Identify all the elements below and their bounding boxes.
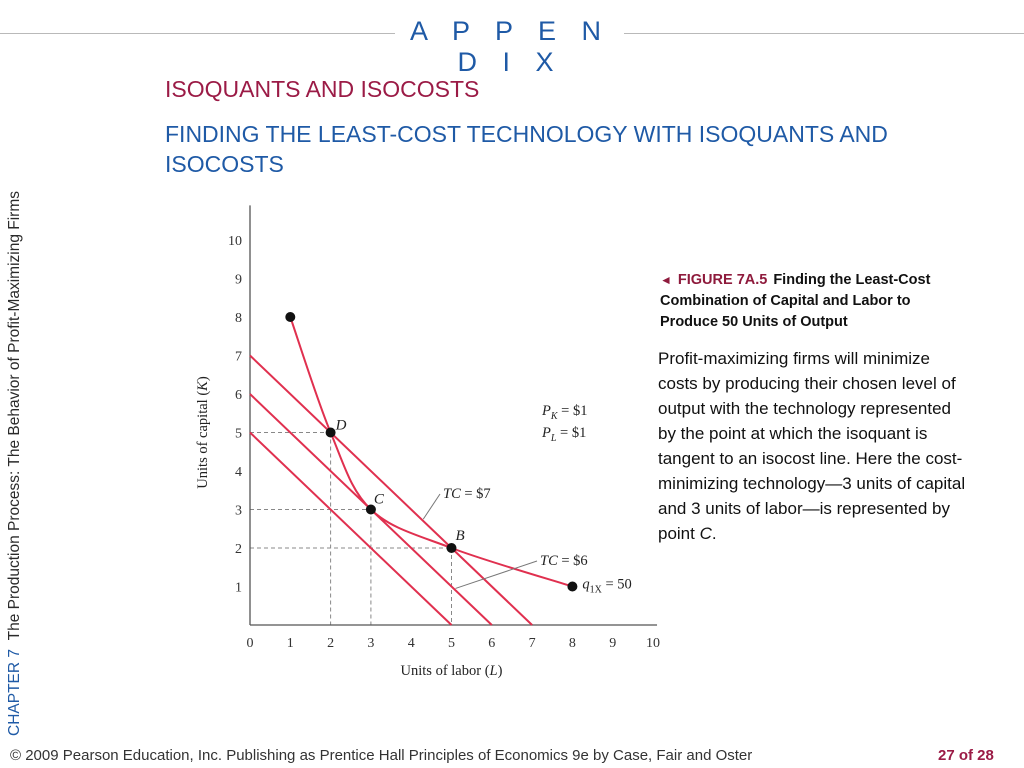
caption-arrow-icon: ◄	[660, 273, 672, 287]
header-rule-left	[0, 33, 395, 34]
header-rule-right	[624, 33, 1024, 34]
isoquant-curve	[290, 317, 572, 587]
y-tick-label: 1	[235, 580, 242, 596]
caption-point-label: C	[699, 524, 712, 543]
x-tick-label: 3	[367, 636, 375, 651]
caption-body-end: .	[711, 524, 717, 543]
isoquant-endpoint	[567, 582, 577, 592]
caption-body-text: Profit-maximizing firms will minimize costs by producing their chosen level of output with the technology represented by the point at which the isoquant is tangent to an isocost line. Here the cost-minimizing technology—3 units of capital and 3 units of labor—is represented by point	[658, 349, 966, 543]
x-tick-label: 1	[286, 636, 294, 651]
x-tick-label: 9	[609, 636, 617, 651]
isoquant-chart	[180, 205, 670, 695]
appendix-title: A P P E N D I X	[409, 16, 611, 77]
tc-leader-line	[456, 561, 537, 588]
figure-caption-heading	[660, 270, 965, 333]
y-axis-title: Units of capital (K)	[195, 376, 211, 489]
chapter-title: The Production Process: The Behavior of Profit-Maximizing Firms	[6, 191, 23, 641]
y-tick-label: 2	[235, 542, 242, 557]
x-tick-label: 2	[327, 636, 335, 651]
x-tick-label: 7	[528, 636, 536, 651]
x-tick-label: 8	[568, 636, 576, 651]
y-tick-label: 4	[235, 465, 242, 480]
slide-subheading: FINDING THE LEAST-COST TECHNOLOGY WITH ISOQUANTS AND ISOCOSTS	[165, 121, 888, 177]
y-tick-label: 8	[235, 311, 242, 326]
isocost-label: TC = $6	[540, 553, 588, 569]
isoquant-label: $q_{1X} = 50$	[582, 576, 632, 596]
y-tick-label: 5	[235, 426, 242, 442]
y-tick-label: 9	[235, 272, 242, 288]
point-label-b: B	[455, 528, 465, 544]
isocost-line	[250, 433, 452, 626]
y-tick-label: 10	[228, 234, 242, 249]
x-axis-title: Units of labor (L)	[400, 663, 503, 679]
price-label-labor: $P_L$ = $1	[542, 425, 587, 444]
point-b	[447, 543, 457, 553]
isocost-label: TC = $7	[443, 486, 491, 502]
page-number: 27 of 28	[938, 747, 994, 764]
chapter-sidebar	[6, 76, 24, 736]
point-label-d: D	[335, 417, 347, 434]
x-tick-label: 6	[488, 636, 496, 651]
isoquant-endpoint	[285, 312, 295, 322]
footer-copyright: © 2009 Pearson Education, Inc. Publishing as Prentice Hall Principles of Economics 9e by Case, Fair and Oster	[10, 747, 753, 764]
y-tick-label: 6	[235, 388, 242, 403]
x-tick-label: 4	[407, 636, 415, 651]
tc-leader-line	[423, 494, 440, 519]
price-label-capital: $P_K$ = $1	[542, 403, 588, 422]
y-tick-label: 3	[235, 503, 242, 519]
y-tick-label: 7	[235, 349, 242, 365]
x-tick-label: 5	[448, 636, 455, 651]
x-tick-label: 10	[646, 636, 660, 651]
x-tick-label: 0	[246, 636, 254, 651]
point-label-c: C	[373, 491, 384, 508]
slide-heading: ISOQUANTS AND ISOCOSTS	[165, 76, 480, 102]
figure-title: Finding the Least-Cost Combination of Capital and Labor to Produce 50 Units of Output	[660, 272, 931, 330]
point-d	[326, 428, 336, 438]
chapter-label: CHAPTER 7	[6, 649, 23, 736]
figure-caption-body	[658, 346, 970, 546]
figure-label: FIGURE 7A.5	[677, 272, 768, 288]
